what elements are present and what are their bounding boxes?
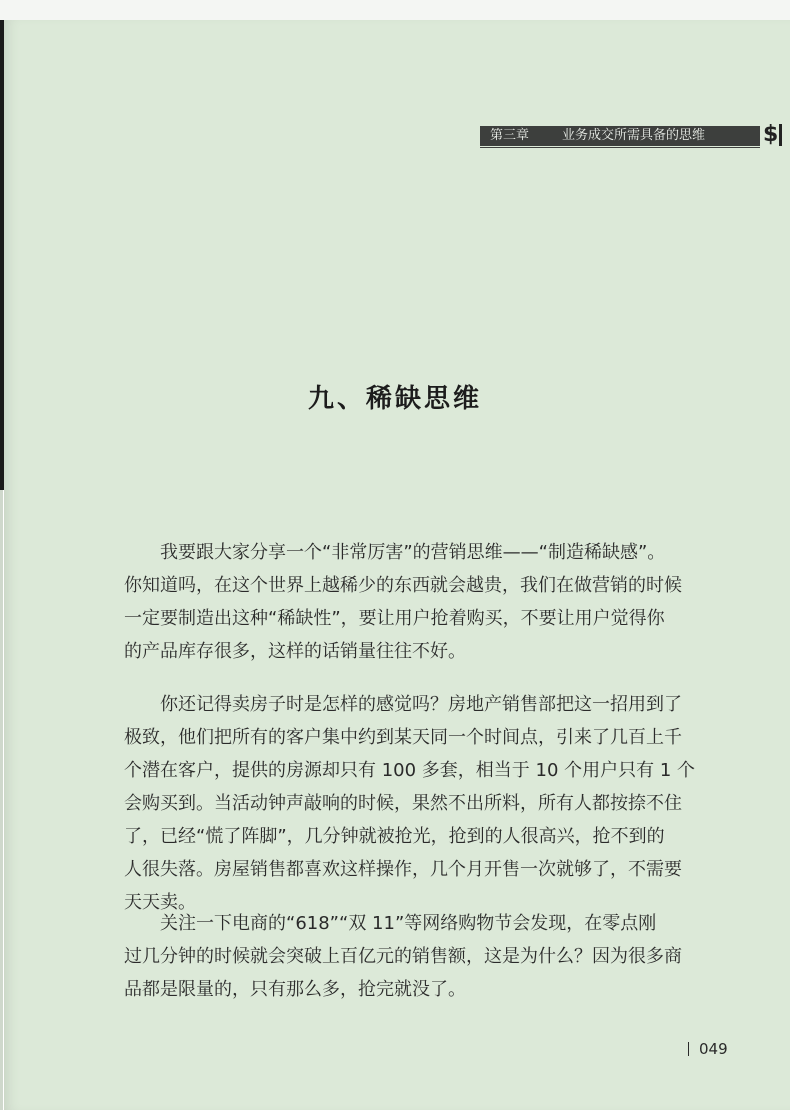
dollar-sign-bar [779, 124, 782, 146]
page-binding-edge [0, 20, 4, 490]
header-rule [480, 147, 760, 148]
running-header [480, 126, 760, 146]
page-number-divider [688, 1042, 689, 1056]
dollar-sign-icon: $ [763, 122, 781, 148]
section-title: 九、稀缺思维 [307, 384, 482, 414]
header-title: 业务成交所需具备的思维 [562, 128, 706, 143]
scan-top-strip [0, 0, 790, 21]
page-number-value: 049 [699, 1040, 728, 1058]
page-number [688, 1040, 728, 1058]
header-chapter: 第三章 [490, 128, 530, 143]
paragraph-3: 关注一下电商的“618”“双 11”等网络购物节会发现，在零点刚 过几分钟的时候就会突破上百亿元的销售额，这是为什么？因为很多商 品都是限量的，只有那么多，抢完就没了。 [124, 913, 682, 1000]
page-binding-edge-lower [0, 490, 3, 1110]
paragraph-1: 我要跟大家分享一个“非常厉害”的营销思维——“制造稀缺感”。 你知道吗，在这个世界上越稀少的东西就会越贵，我们在做营销的时候 一定要制造出这种“稀缺性”，要让用户抢着购买，不要让用户觉得你 的产品库存很多，这样的话销量往往不好。 [124, 542, 682, 662]
paragraph-2: 你还记得卖房子时是怎样的感觉吗？房地产销售部把这一招用到了 极致，他们把所有的客户集中约到某天同一个时间点，引来了几百上千 个潜在客户，提供的房源却只有 100 多套，相当于 10 个用户只有 1 个 会购买到。当活动钟声敲响的时候，果然不出所料，所有人都按捺不住 了，已经“慌了阵脚”，几分钟就被抢光，抢到的人很高兴，抢不到的 人很失落。房屋销售都喜欢这样操作，几个月开售一次就够了，不需要 天天卖。 [124, 694, 696, 913]
